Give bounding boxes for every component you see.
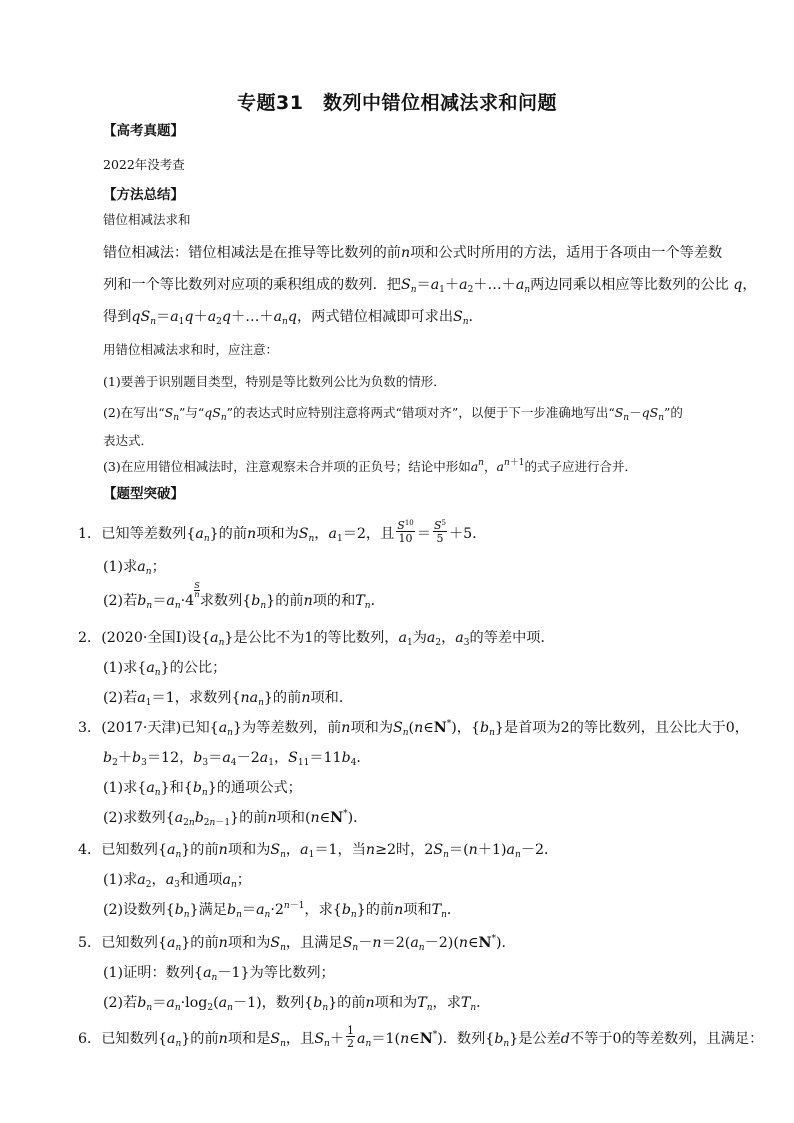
problem-4-part-2: (2)设数列$\{b_n\}$满足$b_n=a_n\cdot 2^{n-1}$，求$\{b_n\}$的前n项和$T_n$． [103, 901, 462, 920]
fraction: $\frac{S^5}{5}$ [433, 519, 446, 545]
problem-2: 2．(2020·全国Ⅰ)设$\{a_n\}$是公比不为1的等比数列，$a_1$为$a_2$，$a_3$的等差中项． [78, 630, 555, 648]
fraction: $\frac{1}{2}$ [347, 1024, 355, 1050]
note-text: ”与“ [178, 405, 205, 420]
problem-1-part-1: (1)求$a_n$； [103, 559, 166, 577]
exam-note: 2022年没考查 [103, 157, 185, 172]
problem-5-part-1: (1)证明：数列$\{a_n-1\}$为等比数列； [103, 965, 335, 983]
note-2: (2)在写出“$S_n$”与“$qS_n$”的表达式时应特别注意将两式“错项对齐”，以便于下一步准确地写出“$S_n-qS_n$”的 [103, 405, 683, 423]
method-text: 两边同乘以相应等比数列的公比 [530, 277, 729, 293]
problem-2-part-1: (1)求$\{a_n\}$的公比； [103, 660, 227, 678]
note-text: (3)在应用错位相减法时，注意观察未合并项的正负号；结论中形如 [103, 459, 471, 474]
problem-4-part-1: (1)求$a_2$，$a_3$和通项$a_n$； [103, 872, 251, 890]
problem-3-part-1: (1)求$\{a_n\}$和$\{b_n\}$的通项公式； [103, 780, 302, 798]
problem-5: 5．已知数列$\{a_n\}$的前n项和为$S_n$，且满足$S_n-n=2(a_n-2)(n\in N^*)$． [78, 934, 516, 953]
problem-6: 6．已知数列$\{a_n\}$的前n项和是$S_n$，且$S_n+$ $\frac{1}{2}$ $a_n=1(n\in N^*)$．数列$\{b_n\}$是公差d不等于0的等差数列，且满足： [78, 1024, 764, 1050]
section-heading-exam: 【高考真题】 [103, 123, 184, 139]
method-text: 得到 [103, 309, 132, 325]
problem-3: 3．(2017·天津)已知$\{a_n\}$为等差数列，前n项和为$S_n(n\in N^*)$，$\{b_n\}$是首项为2的等比数列，且公比大于0， [78, 719, 749, 738]
note-intro: 用错位相减法求和时，应注意： [103, 342, 279, 357]
method-paragraph-line-3: 得到$qS_n=a_1q+a_2q+\dots+a_nq$，两式错位相减即可求出$S_n$． [103, 309, 483, 327]
fraction: $\frac{S^{10}}{10}$ [397, 519, 414, 545]
method-text: ，两式错位相减即可求出 [296, 309, 454, 325]
problem-1: 1．已知等差数列$\{a_n\}$的前n项和为$S_n$，$a_1=2$，且 $\frac{S^{10}}{10}$ ＝ $\frac{S^5}{5}$ ＋5． [78, 519, 487, 545]
problem-4: 4．已知数列$\{a_n\}$的前n项和为$S_n$，$a_1=1$，当n≥2时，$2S_n=(n+1)a_n-2$． [78, 842, 559, 860]
note-1: (1)要善于识别题目类型，特别是等比数列公比为负数的情形． [103, 374, 446, 389]
section-heading-method: 【方法总结】 [103, 187, 184, 203]
note-text: ”的 [663, 405, 683, 420]
problem-5-part-2: (2)若$b_n=a_n\cdot\log_2(a_n-1)$，数列$\{b_n\}$的前n项和为$T_n$，求$T_n$． [103, 995, 491, 1013]
method-name: 错位相减法求和 [103, 212, 191, 227]
method-text: 列和一个等比数列对应项的乘积组成的数列．把 [103, 277, 401, 293]
note-text: ”的表达式时应特别注意将两式“错项对齐”，以便于下一步准确地写出“ [226, 405, 615, 420]
note-text: 的式子应进行合并． [524, 459, 637, 474]
section-heading-types: 【题型突破】 [103, 486, 184, 502]
problem-2-part-2: (2)若$a_1=1$，求数列$\{na_n\}$的前n项和． [103, 690, 354, 708]
problem-3-part-2: (2)求数列$\{a_{2n}b_{2n-1}\}$的前n项和(n∈N*)． [103, 809, 368, 828]
note-text: (2)在写出“ [103, 405, 165, 420]
note-3: (3)在应用错位相减法时，注意观察未合并项的正负号；结论中形如$a^n$，$a^{n+1}$的式子应进行合并． [103, 458, 637, 474]
method-text: 错位相减法：错位相减法是在推导等比数列的前 [103, 245, 401, 261]
method-text: 项和公式时所用的方法，适用于各项由一个等差数 [410, 245, 723, 261]
problem-3-cont: $b_2+b_3=12$，$b_3=a_4-2a_1$，$S_{11}=11b_4$． [103, 750, 371, 768]
method-paragraph-line-1: 错位相减法：错位相减法是在推导等比数列的前n项和公式时所用的方法，适用于各项由一个等差数 [103, 245, 723, 261]
page-title: 专题31 数列中错位相减法求和问题 [237, 92, 557, 114]
problem-1-part-2: (2)若$b_n=a_n\cdot 4$ $\frac{S}{n}$ 求数列$\{b_n\}$的前n项的和$T_n$． [103, 581, 385, 611]
note-2-cont: 表达式． [103, 433, 154, 448]
exponent-fraction: $\frac{S}{n}$ [194, 581, 200, 599]
method-paragraph-line-2: 列和一个等比数列对应项的乘积组成的数列．把$S_n=a_1+a_2+\dots+a_n$两边同乘以相应等比数列的公比 q， [103, 277, 757, 295]
